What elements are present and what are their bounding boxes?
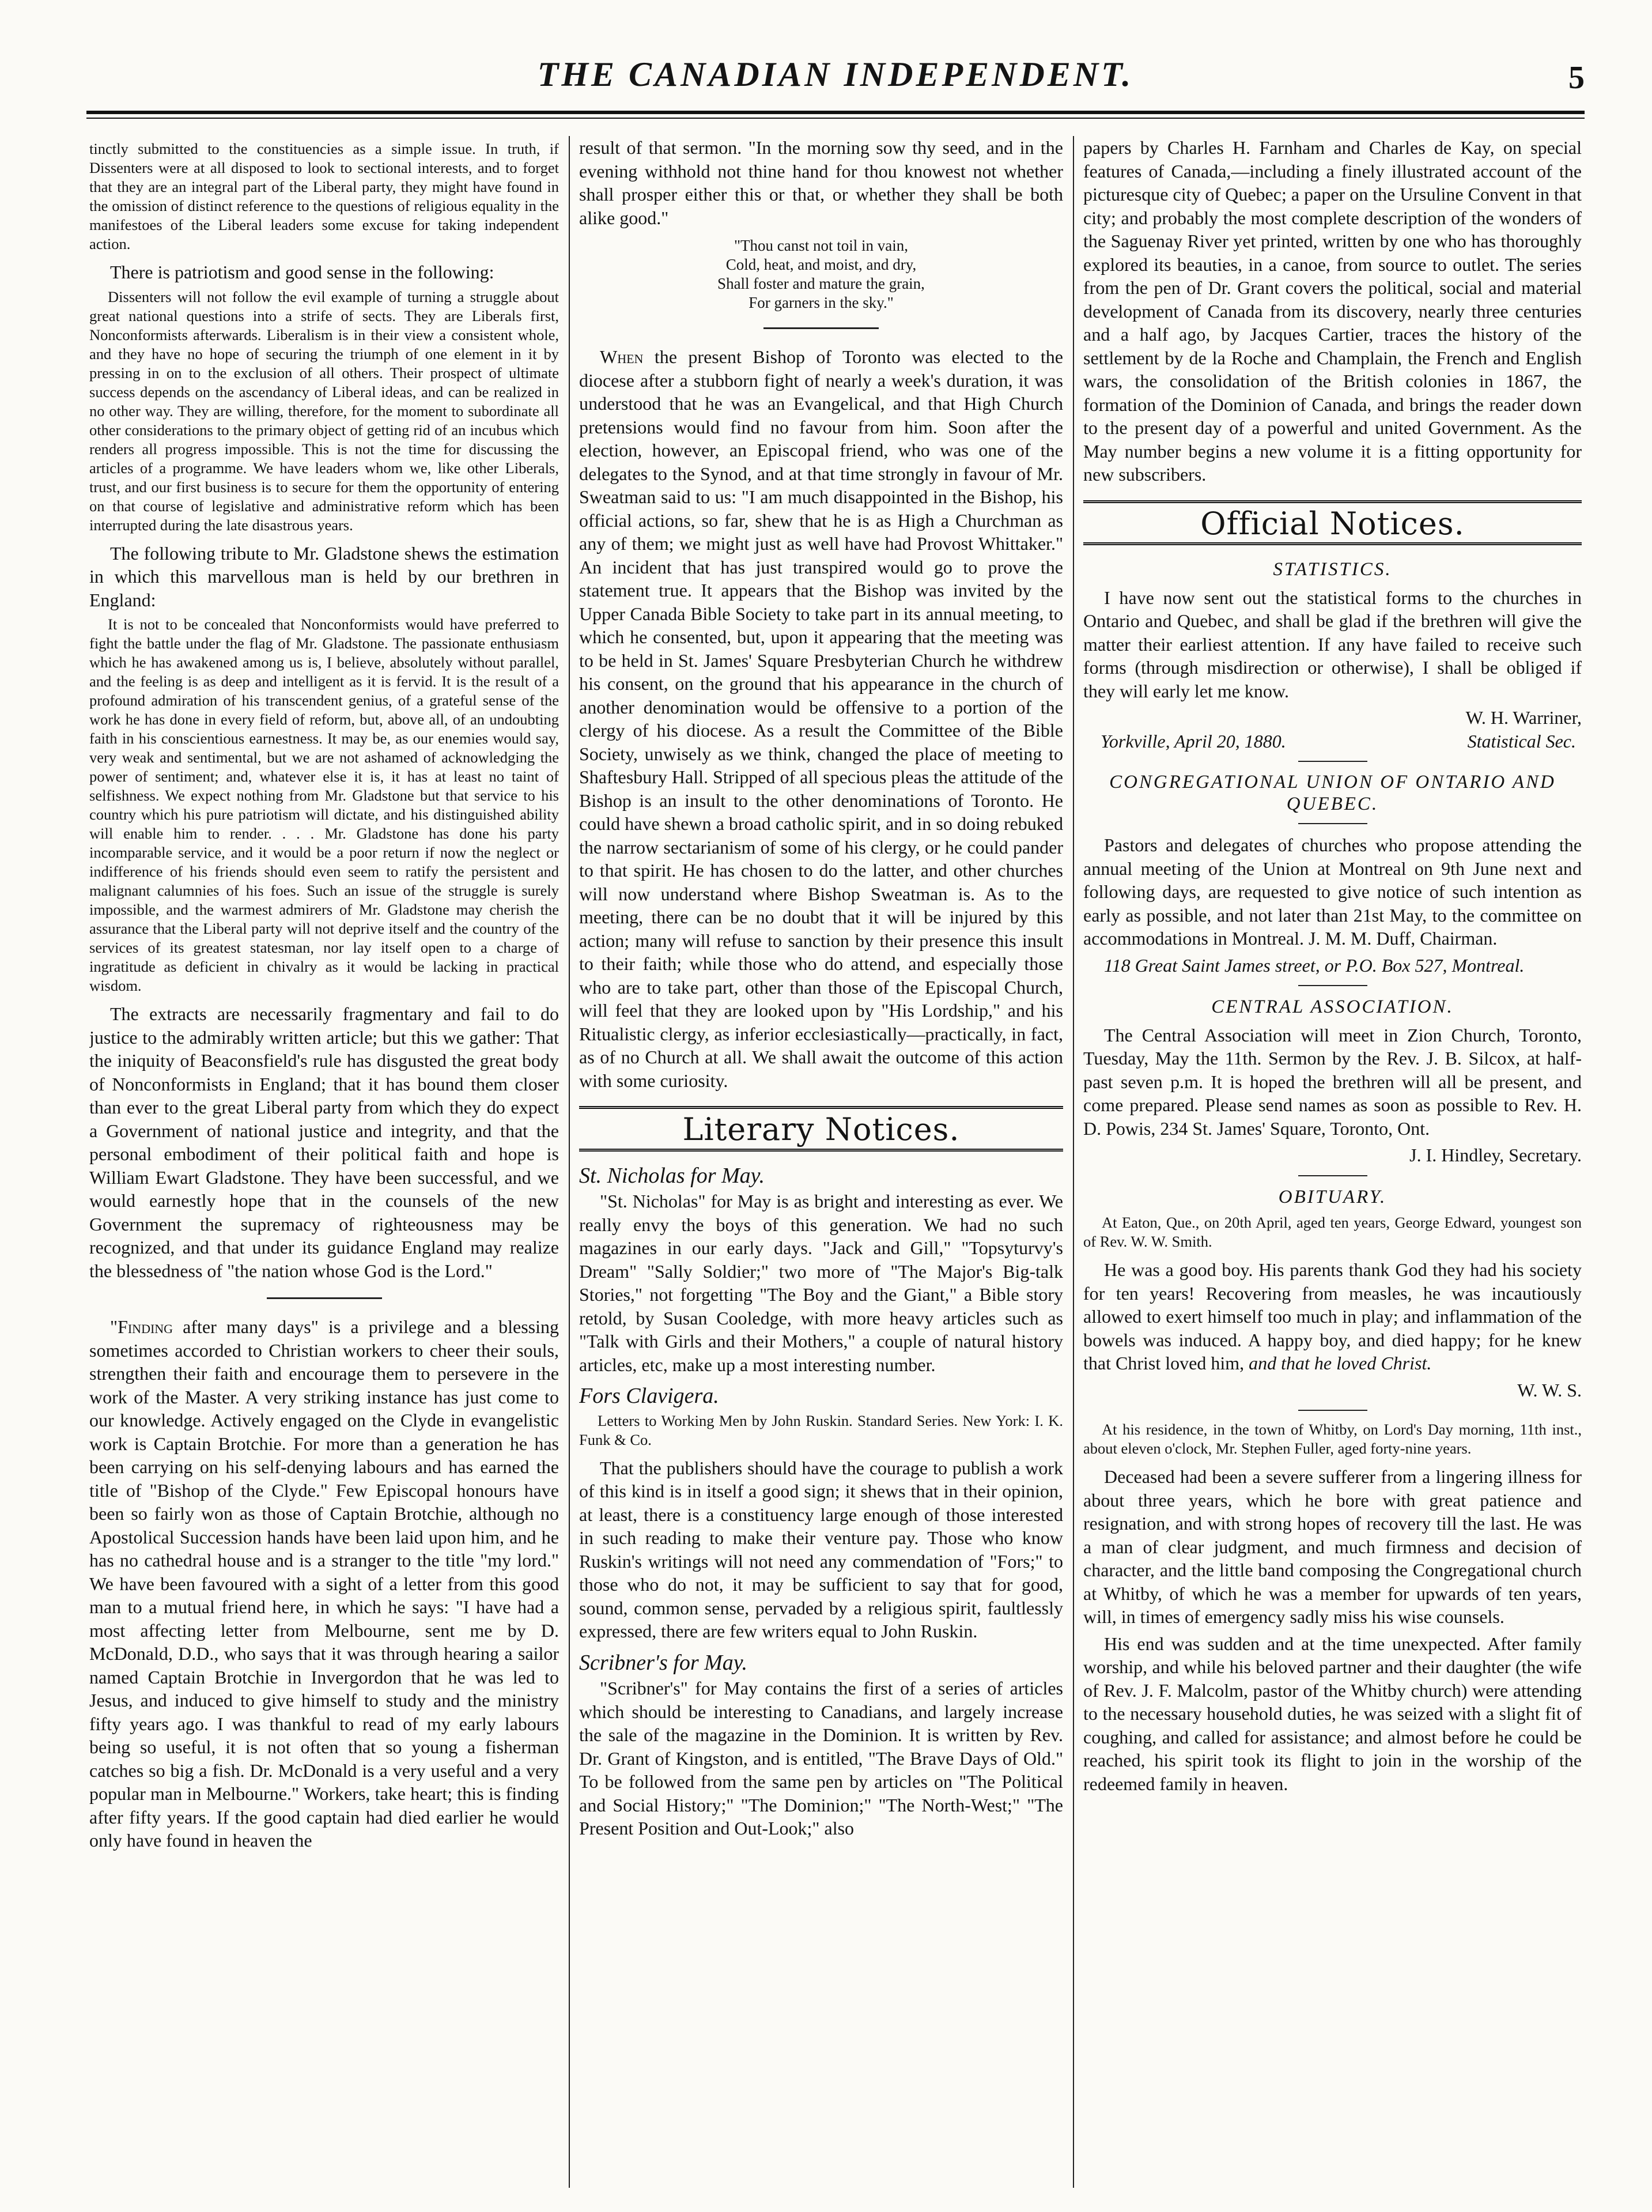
article-paragraph: result of that sermon. "In the morning sow thy seed, and in the evening withhold not thine hand for thou knowest not whether shall prosper either this or that, or whether they shall be both alike good."	[579, 137, 1063, 228]
poem-line: Cold, heat, and moist, and dry,	[725, 256, 917, 273]
item-heading: Scribner's for May.	[579, 1650, 748, 1675]
section-separator	[1298, 985, 1367, 986]
header-rule-thick	[86, 111, 1585, 114]
article-paragraph: "Scribner's" for May contains the first of a series of articles which should be interesting to Canadians, and largely increase the sale of the magazine in the Dominion. It is written by Rev. Dr. Grant of Kingston, and is entitled, "The Brave Days of Old." To be followed from the same pen by articles on "The Political and Social History;" "The Dominion;" "The North-West;" "The Present Position and Out-Look;" also	[579, 1678, 1063, 1839]
column-1	[89, 136, 559, 2188]
page-title: THE CANADIAN INDEPENDENT.	[537, 55, 1134, 93]
poem-line: "Thou canst not toil in vain,	[734, 237, 908, 254]
paragraph-body: He was a good boy. His parents thank God they had his society for ten years! Recovering from measles, he was incautiously allowed to exert himself too much in play; and inflammation of the bowels was induced. A happy boy, and died happy; for he knew that Christ loved him,	[1083, 1259, 1582, 1373]
poem-line: For garners in the sky."	[748, 294, 894, 311]
lead-word: "Finding	[110, 1316, 173, 1337]
address: 118 Great Saint James street, or P.O. Box 527, Montreal.	[1104, 954, 1525, 976]
section-separator	[1298, 1175, 1367, 1176]
section-separator	[763, 327, 879, 329]
notice-paragraph: His end was sudden and at the time unexpected. After family worship, and while his beloved partner and their daughter (the wife of Rev. J. F. Malcolm, pastor of the Whitby church) were attending to the necessary household duties, he was seized with a slight fit of coughing, and called for assistance; and almost before he could be reached, his spirit took its flight to join in the worship of the redeemed family in heaven.	[1083, 1633, 1582, 1794]
date: Yorkville, April 20, 1880.	[1101, 730, 1286, 752]
notice-heading: CONGREGATIONAL UNION OF ONTARIO AND QUEBEC.	[1109, 772, 1556, 814]
article-paragraph: "St. Nicholas" for May is as bright and interesting as ever. We really envy the boys of this generation. We had no such magazines in our early days. "Jack and Gill," "Topsyturvy's Dream" "Sally Soldier;" two more of "The Major's Big-talk Stories," not forgetting "The Boy and the Giant," a Bible story retold, by Susan Cooledge, with more heavy articles such as "Talk with Girls and their Mothers," a couple of natural history articles, etc, make up a most interesting number.	[579, 1191, 1063, 1375]
dateline	[1083, 730, 1582, 753]
block-quote: It is not to be concealed that Nonconformists would have preferred to fight the battle under the flag of Mr. Gladstone. The passionate enthusiasm which he has awakened among us is, I believe, absolutely without parallel, and the feeling is as deep and intelligent as it is fervid. It is the result of a profound admiration of his transcendent genius, of a grateful sense of the work he has done in every field of reform, but, above all, of an undoubting faith in his conscientious earnestness. It may be, as our enemies would say, very weak and sentimental, but we are not ashamed of acknowledging the power of sentiment; and, whatever else it is, it has at least no taint of selfishness. We expect nothing from Mr. Gladstone but that service to his country which his pure patriotism will dictate, and his distinguished ability will enable him to render. . . . Mr. Gladstone has done his party incomparable service, and it would be a poor return if now the neglect or indifference of his friends should even seem to ratify the persistent and malignant calumnies of his foes. Such an issue of the struggle is surely impossible, and the warmest admirers of Mr. Gladstone may cherish the assurance that the Liberal party will not deprive itself and the country of the services of its greatest statesman, nor lay itself open to a charge of ingratitude as deficient in chivalry as it would be lacking in practical wisdom.	[89, 616, 559, 994]
signer-role: Statistical Sec.	[1467, 730, 1576, 752]
section-separator	[1298, 1410, 1367, 1411]
section-separator	[1298, 823, 1367, 824]
column-divider	[569, 136, 570, 2188]
section-heading-literary-notices: Literary Notices.	[579, 1106, 1063, 1152]
signature: W. H. Warriner,	[1465, 707, 1582, 728]
page-number: 5	[1568, 60, 1585, 96]
death-notice: At his residence, in the town of Whitby, on Lord's Day morning, 11th inst., about eleven o'clock, Mr. Stephen Fuller, aged forty-nine years.	[1083, 1421, 1582, 1457]
block-quote: Dissenters will not follow the evil example of turning a struggle about great national questions into a strife of sects. They are Liberals first, Nonconformists afterwards. Liberalism is in their view a consistent whole, and they have no hope of securing the triumph of one element in it by pressing in on to the exclusion of all others. Their prospect of ultimate success depends on the ascendancy of Liberal ideas, and can be realized in no other way. They are willing, therefore, for the moment to subordinate all other considerations to the primary object of getting rid of an incubus which renders all progress impossible. This is not the time for discussing the articles of a programme. We have leaders whom we, like other Liberals, trust, and our first business is to secure for them the opportunity of entering on that course of legislative and administrative reform which has been interrupted during the late disastrous years.	[89, 288, 559, 534]
item-heading: St. Nicholas for May.	[579, 1163, 765, 1188]
notice-heading: OBITUARY.	[1278, 1186, 1387, 1207]
masthead	[86, 55, 1585, 107]
paragraph-body: after many days" is a privilege and a blessing sometimes accorded to Christian workers to cheer their souls, strengthen their faith and encourage them to persevere in the work of the Master. A very striking instance has just come to our knowledge. Actively engaged on the Clyde in evangelistic work is Captain Brotchie. For more than a generation he has been carrying on his self-denying labours and has earned the title of "Bishop of the Clyde." Few Episcopal honours have been so fairly won as those of Captain Brotchie, although no Apostolical Succession hands have been laid upon him, and he has no cathedral house and is a stranger to the title "my lord." We have been favoured with a sight of a letter from this good man to a mutual friend here, in which he says: "I have had a most affecting letter from Melbourne, sent me by D. McDonald, D.D., who says that it was through hearing a sailor named Captain Brotchie in Invergordon that he was led to Jesus, and induced to give himself to study and the ministry fifty years ago. I was thankful to read of my early labours being so useful, it is not often that so young a fisherman catches so big a fish. Dr. McDonald is a very useful and a very popular man in Melbourne." Workers, take heart; this is finding after fifty years. If the good captain had died earlier he would only have found in heaven the	[89, 1316, 559, 1851]
notice-heading: STATISTICS.	[1273, 559, 1392, 580]
column-2	[579, 136, 1063, 2188]
section-heading-official-notices: Official Notices.	[1083, 500, 1582, 546]
article-paragraph	[89, 1315, 559, 1852]
poem-line: Shall foster and mature the grain,	[717, 275, 925, 292]
article-paragraph	[579, 345, 1063, 1092]
notice-heading: CENTRAL ASSOCIATION.	[1211, 996, 1454, 1017]
article-paragraph: There is patriotism and good sense in the following:	[110, 262, 494, 282]
notice-paragraph: Pastors and delegates of churches who propose attending the annual meeting of the Union at Montreal on 9th June next and following days, are requested to give notice of such intention as early as possible, and not later than 21st May, to the committee on accommodations in Montreal. J. M. M. Duff, Chairman.	[1083, 835, 1582, 949]
article-paragraph: That the publishers should have the courage to publish a work of this kind is in itself a good sign; it shews that in their opinion, at least, there is a constituency large enough of those interested in such reading to make their venture pay. Those who know Ruskin's writings will not need any commendation of "Fors;" to those who do not, it may be sufficient to say that for good, sound, common sense, pervaded by a religious spirit, faultlessly expressed, there are few writers equal to John Ruskin.	[579, 1457, 1063, 1641]
article-paragraph: tinctly submitted to the constituencies as a simple issue. In truth, if Dissenters were at all disposed to look to sectional interests, and to forget that they are an integral part of the Liberal party, they might have found in the omission of distinct reference to the questions of religious equality in the manifestoes of the Liberal leaders some excuse for taking independent action.	[89, 140, 559, 252]
notice-paragraph: The Central Association will meet in Zion Church, Toronto, Tuesday, May the 11th. Sermon by the Rev. J. B. Silcox, at half-past seven p.m. It is hoped the brethren will all be present, and come prepared. Please send names as soon as possible to Rev. H. D. Powis, 234 St. James' Square, Toronto, Ont.	[1083, 1024, 1582, 1139]
header-rule-thin	[86, 118, 1585, 119]
section-separator	[267, 1297, 382, 1299]
column-3	[1083, 136, 1582, 2188]
notice-paragraph: I have now sent out the statistical forms to the churches in Ontario and Quebec, and shall be glad if the brethren will give the matter their earliest attention. If any have failed to receive such forms (through misdirection or otherwise), I shall be obliged if they will early let me know.	[1083, 587, 1582, 701]
lead-word: When	[600, 346, 644, 367]
section-separator	[1298, 761, 1367, 762]
notice-paragraph: Deceased had been a severe sufferer from a lingering illness for about three years, which he bore with great patience and resignation, and with strong hopes of recovery till the last. He was a man of clear judgment, and much firmness and decision of character, and the little band composing the Congregational church at Whitby, of which he was a member for upwards of ten years, will, in times of emergency sadly miss his wise counsels.	[1083, 1466, 1582, 1627]
article-paragraph: papers by Charles H. Farnham and Charles de Kay, on special features of Canada,—including a finely illustrated account of the picturesque city of Quebec; a paper on the Ursuline Convent in that city; and probably the most complete description of the wonders of the Saguenay River yet printed, written by one who has thoroughly explored its beauties, in a canoe, from source to outlet. The series from the pen of Dr. Grant covers the political, social and material development of Canada from its discovery, nearly three centuries and a half ago, by Jacques Cartier, traces the history of the settlement by de la Roche and Champlain, the French and English wars, the consolidation of the British colonies in 1867, the formation of the Dominion of Canada, and brings the reader down to the present day of a powerful and united Government. As the May number begins a new volume it is a fitting opportunity for new subscribers.	[1083, 137, 1582, 485]
poem-verse	[579, 236, 1063, 312]
signature: W. W. S.	[1517, 1379, 1582, 1401]
paragraph-body: the present Bishop of Toronto was elected to the diocese after a stubborn fight of nearly a week's duration, it was understood that he was an Evangelical, and that High Church pretensions would find no favour from him. Soon after the election, however, an Episcopal friend, who was one of the delegates to the Synod, and at that time strongly in favour of Mr. Sweatman said to us: "I am much disappointed in the Bishop, his official actions, so far, shew that he is as High a Churchman as any of them; we might just as well have had Provost Whittaker." An incident that has just transpired would go to prove the statement true. It appears that the Bishop was invited by the Upper Canada Bible Society to take part in its annual meeting, to which he consented, but, upon it appearing that the meeting was to be held in St. James' Square Presbyterian Church he withdrew his consent, on the ground that his appearance in the church of another denomination would be offensive to a portion of the clergy of his diocese. As a result the Committee of the Bible Society, unwisely as we think, changed the place of meeting to Shaftesbury Hall. Stripped of all specious pleas the attitude of the Bishop is an insult to the other denominations of Toronto. He could have shewn a broad catholic spirit, and in so doing rebuked the narrow sectarianism of some of his clergy, or he could pander to that spirit. He has chosen to do the latter, and other churches will now understand where Bishop Sweatman is. As to the meeting, there can be no doubt that it will be injured by this action; many will refuse to sanction by their presence this insult to their faith; while those who do attend, and especially those who are to take part, other than those of the Episcopal Church, will feel that they are looked upon by "His Lordship," and his Ritualistic clergy, as inferior ecclesiastically—practically, in fact, as of no Church at all. We shall await the outcome of this action with some curiosity.	[579, 346, 1063, 1091]
article-paragraph: The extracts are necessarily fragmentary and fail to do justice to the admirably written article; but this we gather: That the iniquity of Beaconsfield's rule has disgusted the great body of Nonconformists in England; that it has bound them closer than ever to the great Liberal party from which they do expect a Government of national justice and integrity, and that the personal embodiment of their political faith and hope is William Ewart Gladstone. They have been successful, and we would earnestly hope that in the counsels of the new Government the supremacy of righteousness may be recognized, and that under its guidance England may realize the blessedness of "the nation whose God is the Lord."	[89, 1003, 559, 1281]
citation: Letters to Working Men by John Ruskin. Standard Series. New York: I. K. Funk & Co.	[579, 1411, 1063, 1448]
item-heading: Fors Clavigera.	[579, 1384, 719, 1408]
death-notice: At Eaton, Que., on 20th April, aged ten years, George Edward, youngest son of Rev. W. W. Smith.	[1083, 1214, 1582, 1250]
article-paragraph: The following tribute to Mr. Gladstone shews the estimation in which this marvellous man is held by our brethren in England:	[89, 542, 559, 610]
notice-paragraph	[1083, 1258, 1582, 1375]
signature: J. I. Hindley, Secretary.	[1409, 1145, 1582, 1165]
paragraph-emphasis: and that he loved Christ.	[1249, 1353, 1432, 1373]
column-divider	[1073, 136, 1074, 2188]
